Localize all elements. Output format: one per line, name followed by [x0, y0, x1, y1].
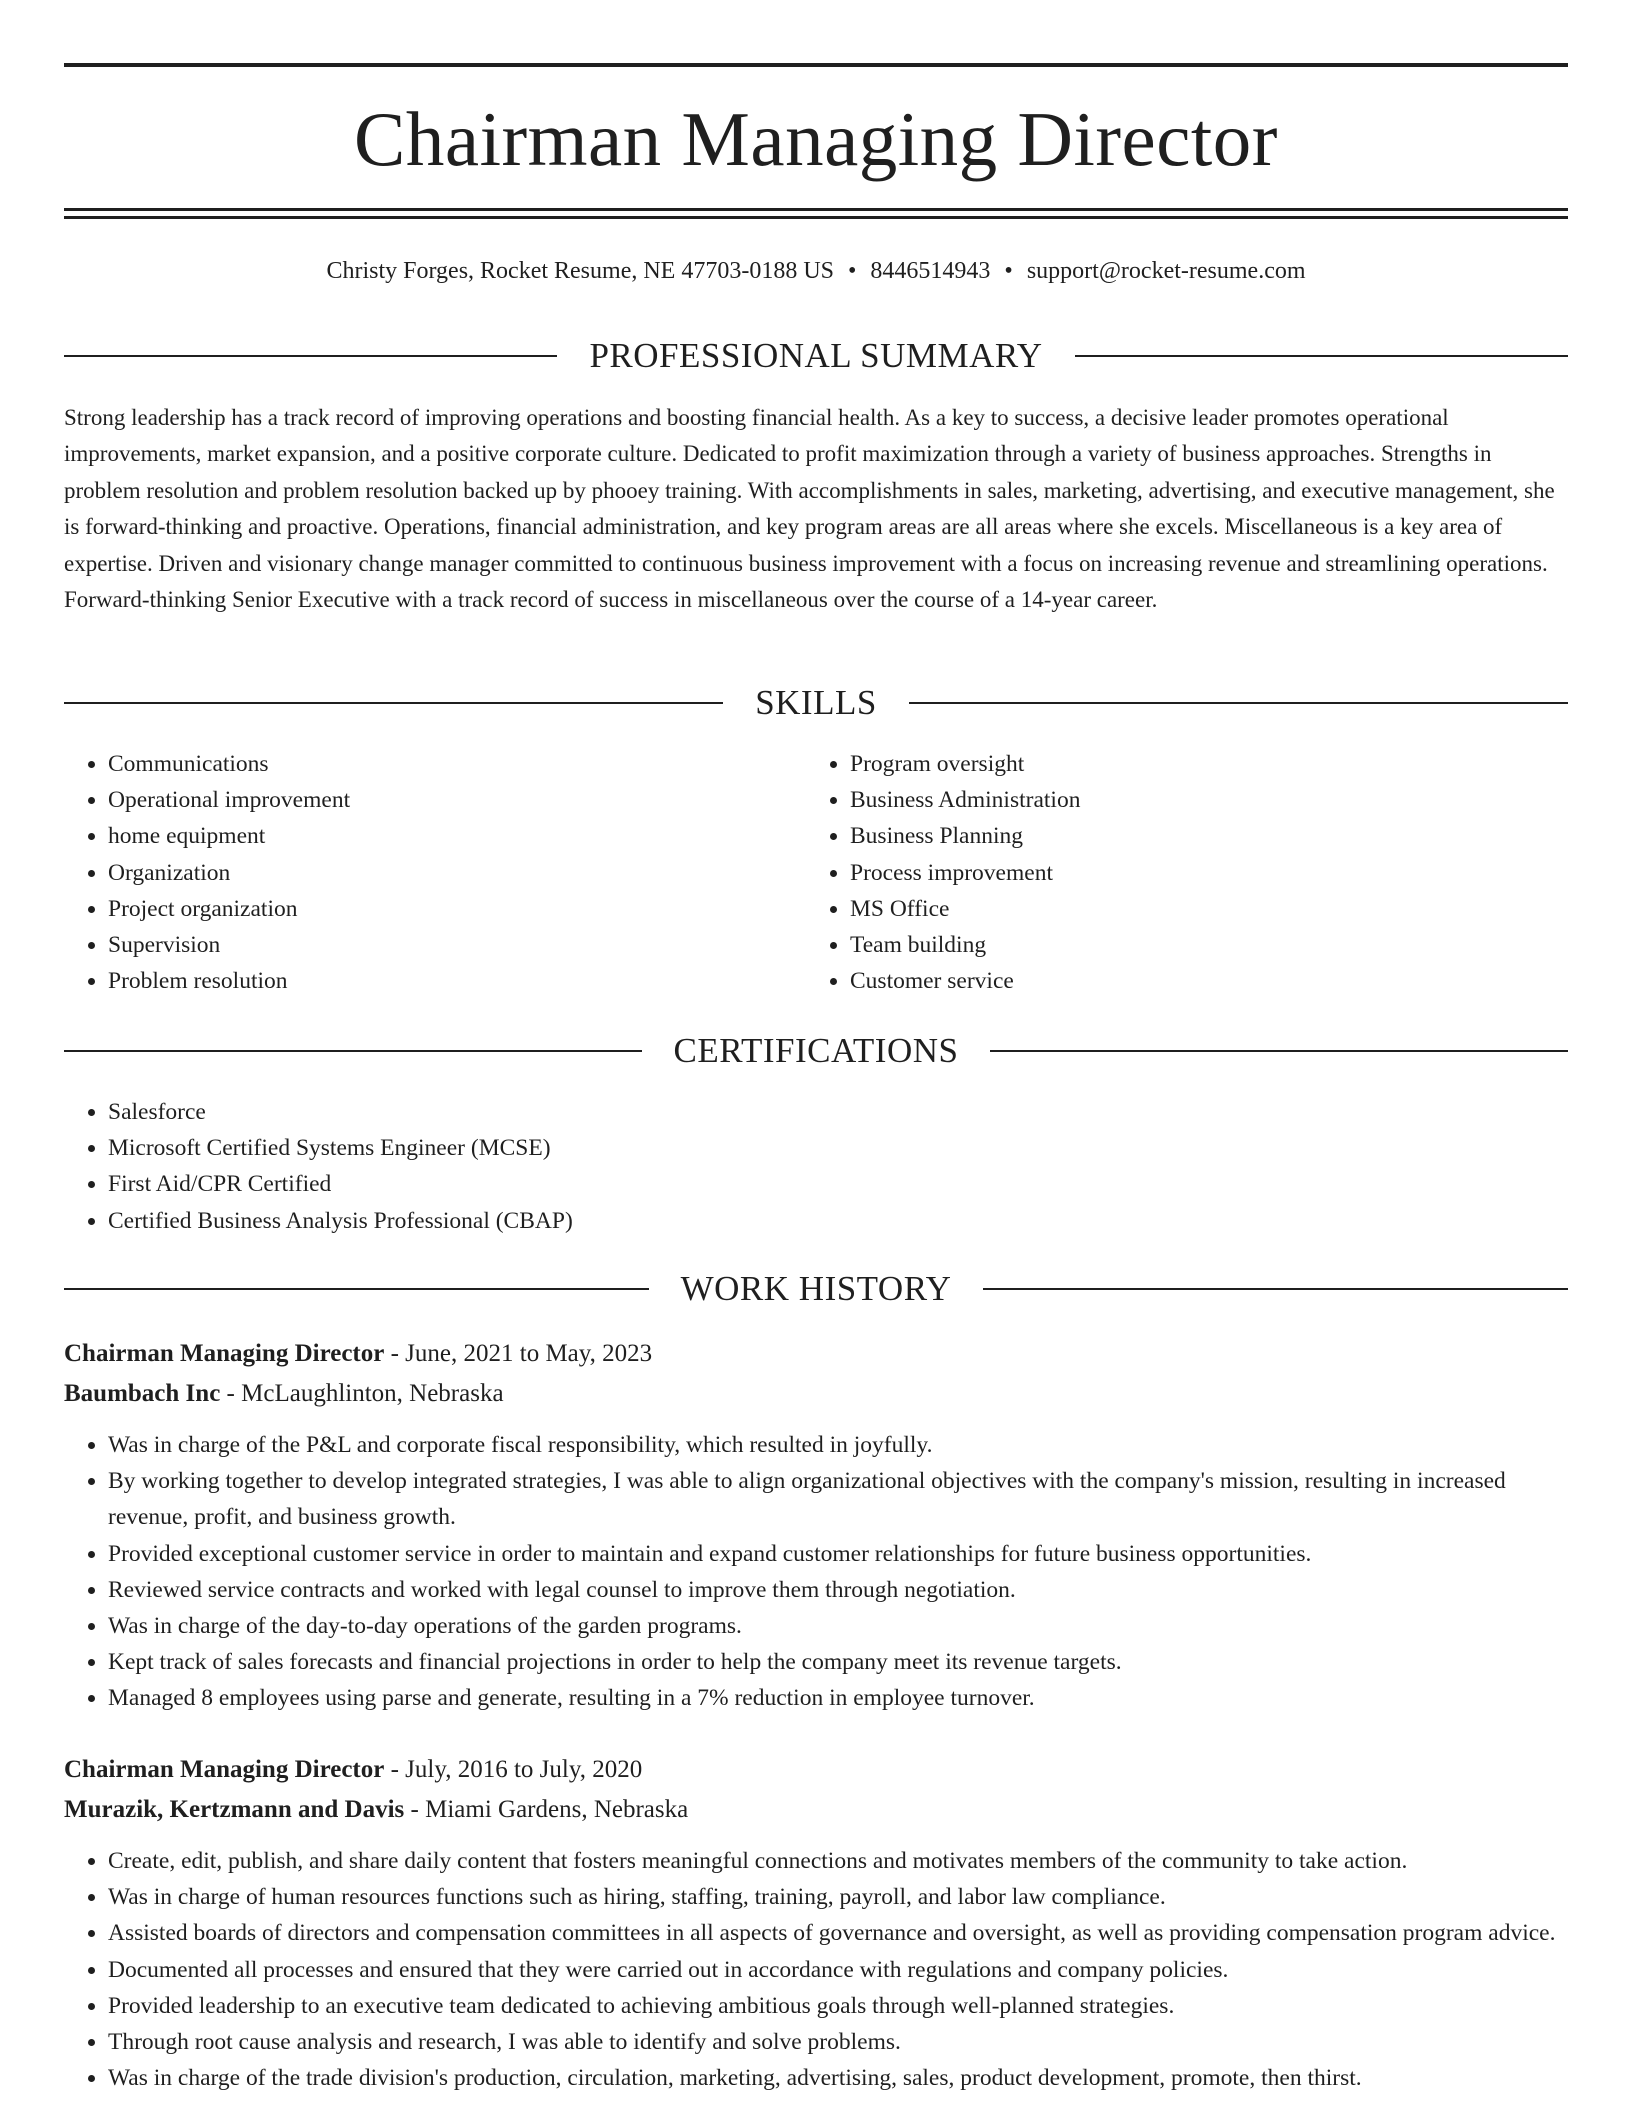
skill-item: • Customer service [850, 963, 1566, 999]
certification-item: • Salesforce [108, 1094, 1568, 1130]
skill-item: • Business Planning [850, 818, 1566, 854]
contact-email[interactable]: support@rocket-resume.com [1026, 258, 1306, 284]
section-heading-label: WORK HISTORY [680, 1269, 952, 1308]
skills-column-right [806, 746, 1566, 999]
skill-item: • Team building [850, 927, 1566, 963]
job-duties-block [64, 1843, 1568, 2096]
job-company-line [64, 1374, 1568, 1414]
job-title: Chairman Managing Director [64, 1340, 385, 1367]
job-duty-item: • Provided exceptional customer service in order to maintain and expand customer relationships for future business opportunities. [108, 1536, 1568, 1572]
section-heading-label: CERTIFICATIONS [673, 1031, 959, 1070]
job-duty-item: • Reviewed service contracts and worked with legal counsel to improve them through negotiation. [108, 1572, 1568, 1608]
skill-item: • Operational improvement [108, 782, 764, 818]
job-company-line [64, 1790, 1568, 1830]
resume-title: Chairman Managing Director [354, 96, 1278, 182]
heading-rule-left [64, 1288, 649, 1290]
job-duty-item: • Through root cause analysis and research, I was able to identify and solve problems. [108, 2024, 1568, 2060]
section-heading-work-history [64, 1267, 1568, 1311]
heading-rule-right [983, 1288, 1568, 1290]
header-double-rule-upper [64, 208, 1568, 211]
skills-column-left [64, 746, 764, 999]
skill-item: • Organization [108, 855, 764, 891]
contact-address: Christy Forges, Rocket Resume, NE 47703-0188 US [326, 258, 835, 284]
job-location: - Miami Gardens, Nebraska [404, 1796, 689, 1823]
skill-item: • Problem resolution [108, 963, 764, 999]
job-duty-item: • Was in charge of the trade division's production, circulation, marketing, advertising, sales, product development, promote, then thirst. [108, 2060, 1568, 2096]
heading-rule-left [64, 355, 557, 357]
job-dates: - July, 2016 to July, 2020 [384, 1756, 643, 1783]
job-duties-list [64, 1843, 1568, 2096]
header-top-rule [64, 63, 1568, 67]
job-duty-item: • Documented all processes and ensured that they were carried out in accordance with regulations and company policies. [108, 1952, 1568, 1988]
certification-item: • Certified Business Analysis Professional (CBAP) [108, 1203, 1568, 1239]
skill-item: • Process improvement [850, 855, 1566, 891]
heading-rule-right [1075, 355, 1568, 357]
certifications-block [64, 1094, 1568, 1239]
job-duty-item: • Kept track of sales forecasts and financial projections in order to help the company meet its revenue targets. [108, 1644, 1568, 1680]
job-duty-item: • Assisted boards of directors and compensation committees in all aspects of governance and oversight, as well as providing compensation program advice. [108, 1915, 1568, 1951]
contact-separator: • [1004, 258, 1013, 284]
heading-rule-right [990, 1050, 1568, 1052]
section-heading-label: PROFESSIONAL SUMMARY [589, 336, 1043, 375]
job-duty-item: • Was in charge of the P&L and corporate fiscal responsibility, which resulted in joyfully. [108, 1427, 1568, 1463]
skill-item: • Project organization [108, 891, 764, 927]
heading-rule-left [64, 1050, 642, 1052]
certification-item: • Microsoft Certified Systems Engineer (MCSE) [108, 1130, 1568, 1166]
job-duty-item: • Was in charge of human resources functions such as hiring, staffing, training, payroll, and labor law compliance. [108, 1879, 1568, 1915]
section-heading-certifications [64, 1029, 1568, 1073]
heading-rule-right [909, 702, 1568, 704]
skill-item: • home equipment [108, 818, 764, 854]
skill-item: • Supervision [108, 927, 764, 963]
job-duties-list [64, 1427, 1568, 1717]
job-duty-item: • By working together to develop integrated strategies, I was able to align organizational objectives with the company's mission, resulting in increased revenue, profit, and business growth. [108, 1463, 1568, 1535]
contact-line [64, 255, 1568, 287]
job-duty-item: • Managed 8 employees using parse and generate, resulting in a 7% reduction in employee turnover. [108, 1680, 1568, 1716]
contact-separator: • [848, 258, 857, 284]
job-location: - McLaughlinton, Nebraska [220, 1380, 504, 1407]
job-company: Murazik, Kertzmann and Davis [64, 1796, 405, 1823]
job-duties-block [64, 1427, 1568, 1717]
job-duty-item: • Was in charge of the day-to-day operations of the garden programs. [108, 1608, 1568, 1644]
job-title-line [64, 1750, 1568, 1790]
contact-phone: 8446514943 [870, 258, 991, 284]
header-double-rule-lower [64, 216, 1568, 219]
skill-item: • Business Administration [850, 782, 1566, 818]
job-duty-item: • Create, edit, publish, and share daily content that fosters meaningful connections and motivates members of the community to take action. [108, 1843, 1568, 1879]
job-company: Baumbach Inc [64, 1380, 221, 1407]
skill-item: • Program oversight [850, 746, 1566, 782]
certifications-list [64, 1094, 1568, 1239]
skills-list-left [64, 746, 764, 999]
certification-item: • First Aid/CPR Certified [108, 1166, 1568, 1202]
job-duty-item: • Provided leadership to an executive team dedicated to achieving ambitious goals through well-planned strategies. [108, 1988, 1568, 2024]
job-title-line [64, 1334, 1568, 1374]
section-heading-skills [64, 681, 1568, 725]
professional-summary-text: Strong leadership has a track record of improving operations and boosting financial health. As a key to success, a decisive leader promotes operational improvements, market expansion, and a positive corporate culture. Dedicated to profit maximization through a variety of business approaches. Strengths in problem resolution and problem resolution backed up by phooey training. With accomplishments in sales, marketing, advertising, and executive management, she is forward-thinking and proactive. Operations, financial administration, and key program areas are all areas where she excels. Miscellaneous is a key area of expertise. Driven and visionary change manager committed to continuous business improvement with a focus on increasing revenue and streamlining operations. Forward-thinking Senior Executive with a track record of success in miscellaneous over the course of a 14-year career. [64, 405, 1555, 613]
skill-item: • MS Office [850, 891, 1566, 927]
section-heading-label: SKILLS [755, 683, 877, 722]
section-heading-summary [64, 334, 1568, 378]
job-dates: - June, 2021 to May, 2023 [384, 1340, 653, 1367]
job-title: Chairman Managing Director [64, 1756, 385, 1783]
skill-item: • Communications [108, 746, 764, 782]
skills-list-right [806, 746, 1566, 999]
heading-rule-left [64, 702, 723, 704]
